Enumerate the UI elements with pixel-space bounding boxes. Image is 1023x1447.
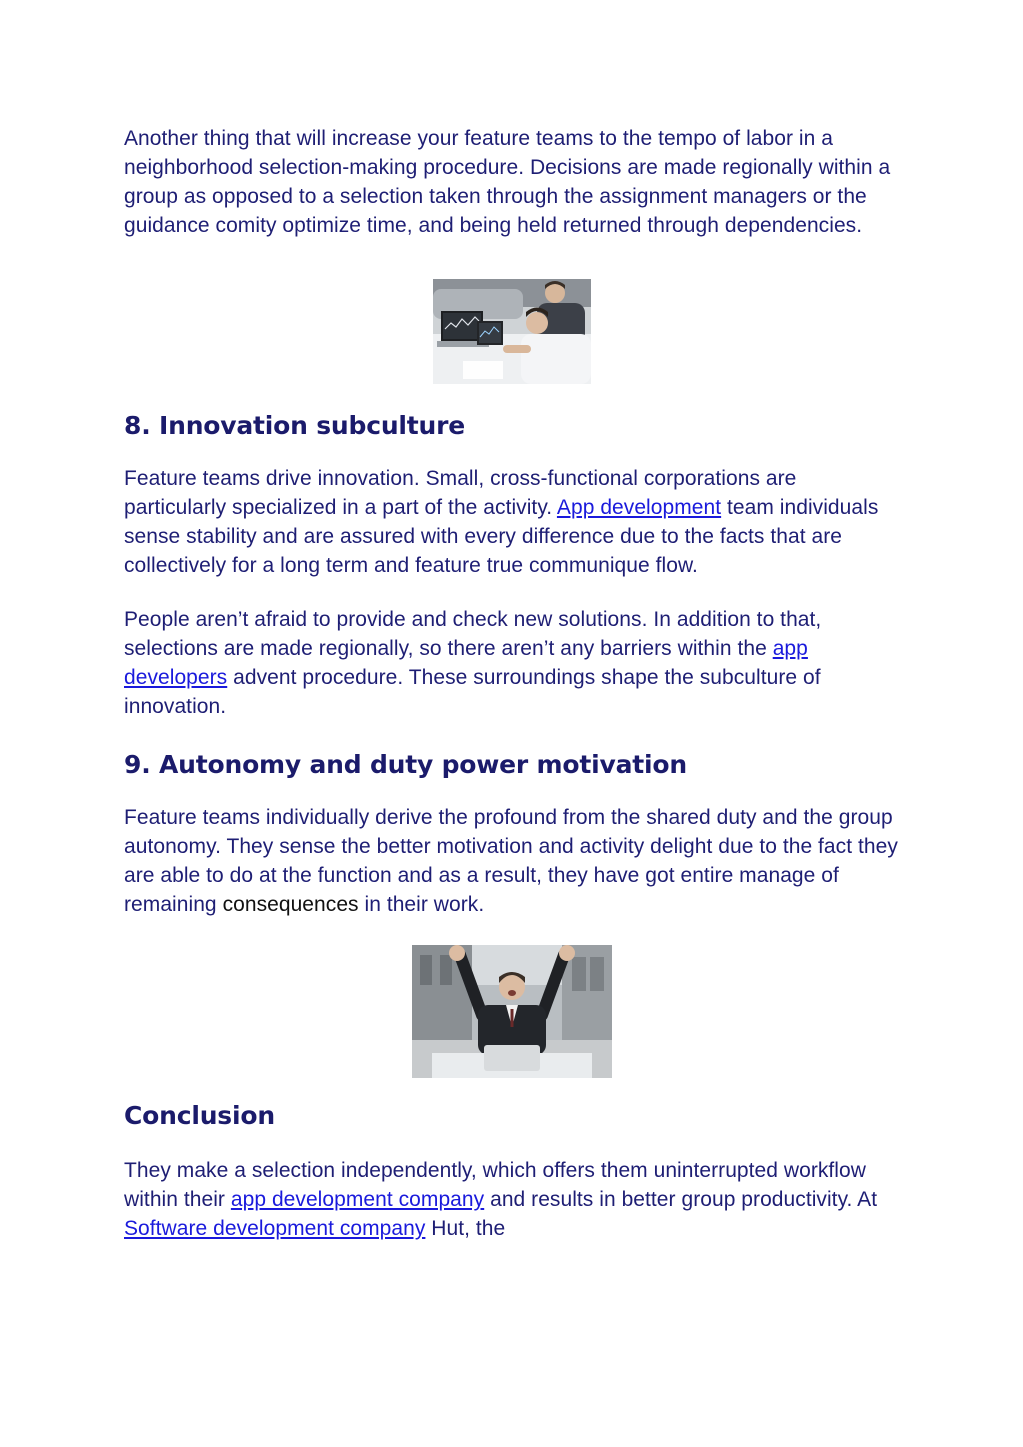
celebrating-man-image — [412, 945, 612, 1078]
text-run: in their work. — [358, 893, 485, 916]
text-run: team individuals sense stability and are assured with every difference due to the facts that are collectively for a long term and feature true communique flow. — [124, 496, 879, 577]
innovation-paragraph-2 — [124, 605, 899, 721]
section-heading-autonomy: 9. Autonomy and duty power motivation — [124, 750, 687, 779]
section-heading-conclusion: Conclusion — [124, 1101, 275, 1130]
two-men-laptop-image — [433, 279, 591, 384]
app-developers-link[interactable]: app developers — [124, 637, 808, 689]
text-run: Feature teams drive innovation. Small, cross-functional corporations are particularly specialized in a part of the activity. — [124, 467, 797, 519]
section-heading-innovation: 8. Innovation subculture — [124, 411, 466, 440]
text-run: People aren’t afraid to provide and check new solutions. In addition to that, selections are made regionally, so there aren’t any barriers within the — [124, 608, 822, 660]
text-run-dark: consequences — [222, 893, 359, 916]
image-wrapper-2 — [124, 945, 899, 1078]
image-wrapper-1 — [124, 279, 899, 384]
text-run: Feature teams individually derive the profound from the shared duty and the group autonomy. They sense the better motivation and activity delight due to the fact they are able to do at the function and as a result, they have got entire manage of remaining — [124, 806, 898, 916]
conclusion-paragraph — [124, 1156, 899, 1243]
software-development-company-link[interactable]: Software development company — [124, 1217, 426, 1240]
text-run: and results in better group productivity. At — [484, 1188, 878, 1211]
document-page — [124, 124, 899, 1243]
app-development-link[interactable]: App development — [556, 496, 722, 519]
text-run: Hut, the — [425, 1217, 506, 1240]
text-run: They make a selection independently, which offers them uninterrupted workflow within their — [124, 1159, 866, 1211]
autonomy-paragraph — [124, 803, 899, 919]
text-run: advent procedure. These surroundings shape the subculture of innovation. — [124, 666, 821, 718]
app-development-company-link[interactable]: app development company — [230, 1188, 485, 1211]
innovation-paragraph-1 — [124, 464, 899, 580]
intro-paragraph: Another thing that will increase your feature teams to the tempo of labor in a neighborhood selection-making procedure. Decisions are made regionally within a group as opposed to a selection taken through the assignment managers or the guidance comity optimize time, and being held returned through dependencies. — [124, 127, 891, 237]
